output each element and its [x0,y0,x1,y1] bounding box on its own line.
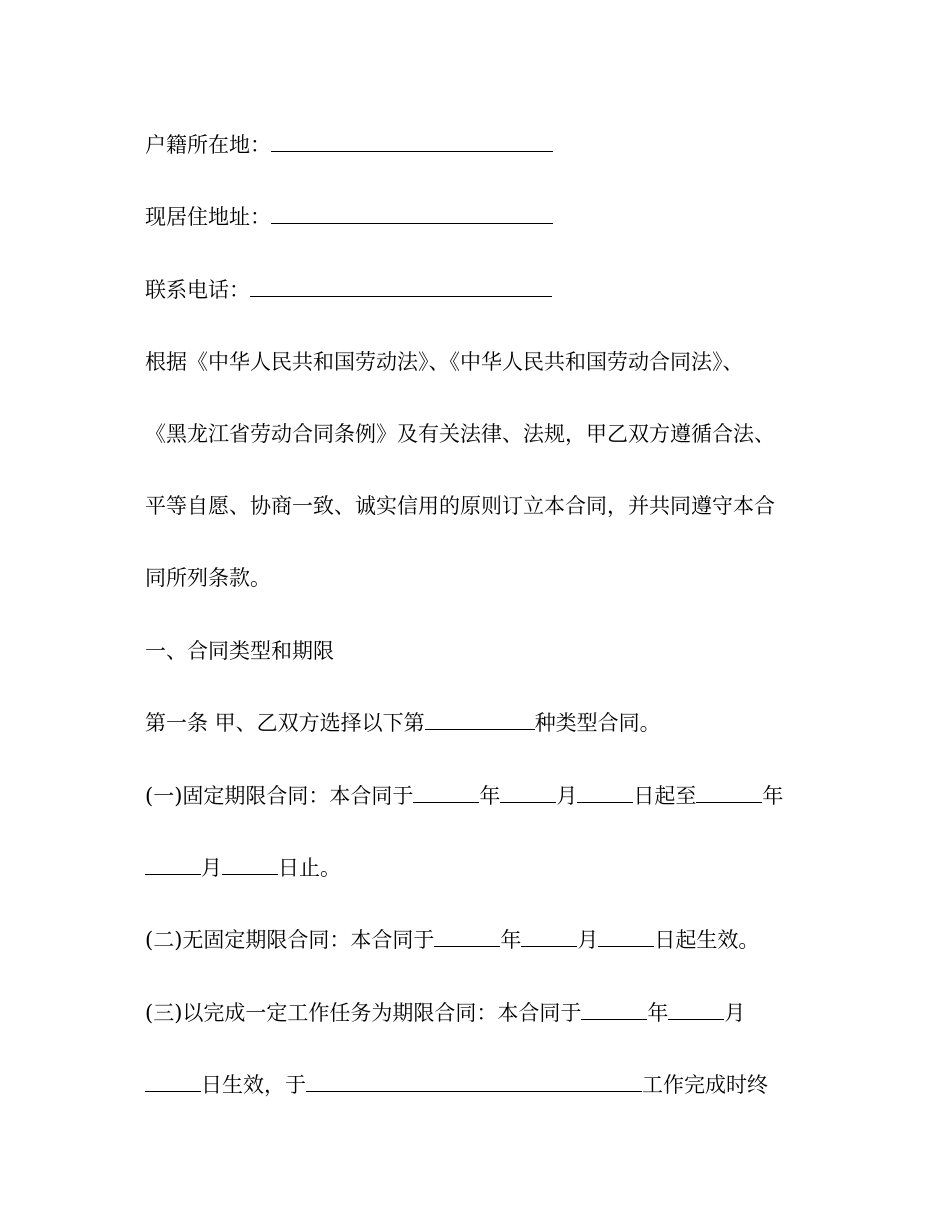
item-1-year-label: 年 [479,784,501,808]
item-1-end-day-blank[interactable] [222,854,278,875]
item-1-start-year-blank[interactable] [413,782,479,803]
item-1-end-month-label: 月 [201,856,222,880]
preamble-line-3: 平等自愿、协商一致、诚实信用的原则订立本合同，并共同遵守本合 [145,494,775,518]
item-3-effective-label: 日生效，于 [201,1073,306,1097]
item-3-task-blank[interactable] [306,1071,642,1092]
preamble-line-1: 根据《中华人民共和国劳动法》、《中华人民共和国劳动合同法》、 [145,350,744,374]
item-3-line-1 [145,999,825,1027]
item-2-prefix: (二)无固定期限合同：本合同于 [145,928,435,952]
item-1-line-2 [145,854,825,882]
item-1-start-month-blank[interactable] [500,782,556,803]
current-address-label: 现居住地址： [145,205,271,229]
item-2-suffix: 日起生效。 [654,928,760,952]
item-2-line [145,926,825,954]
household-registration-line [145,131,825,159]
item-2-year-blank[interactable] [434,926,500,947]
household-registration-blank[interactable] [271,131,553,152]
current-address-blank[interactable] [271,203,553,224]
item-1-end-year-blank[interactable] [696,782,762,803]
preamble-line-4: 同所列条款。 [145,566,271,590]
item-1-prefix: (一)固定期限合同：本合同于 [145,784,414,808]
item-3-month-blank[interactable] [668,999,724,1020]
contract-type-blank[interactable] [425,709,535,730]
current-address-line [145,203,825,231]
item-1-end-year-label: 年 [762,784,784,808]
phone-line [145,276,825,304]
item-1-month-label: 月 [556,784,578,808]
article-1-suffix: 种类型合同。 [534,711,661,735]
item-2-day-blank[interactable] [598,926,654,947]
item-3-day-blank[interactable] [145,1071,201,1092]
phone-blank[interactable] [250,276,552,297]
item-1-line-1 [145,782,825,810]
item-3-line-2 [145,1071,825,1099]
phone-label: 联系电话： [145,278,250,302]
item-3-year-label: 年 [647,1001,669,1025]
article-1-line [145,709,825,737]
item-1-end-month-blank[interactable] [145,854,201,875]
item-1-day-end-label: 日止。 [278,856,341,880]
item-3-month-label: 月 [724,1001,746,1025]
item-3-suffix: 工作完成时终 [642,1073,768,1097]
item-1-start-day-blank[interactable] [577,782,633,803]
item-1-day-start-label: 日起至 [633,784,697,808]
article-1-prefix: 第一条 甲、乙双方选择以下第 [145,711,425,735]
section-1-title: 一、合同类型和期限 [145,639,334,663]
household-registration-label: 户籍所在地： [145,133,271,157]
item-2-month-blank[interactable] [521,926,577,947]
item-3-year-blank[interactable] [581,999,647,1020]
item-3-prefix: (三)以完成一定工作任务为期限合同：本合同于 [145,1001,582,1025]
preamble-line-2: 《黑龙江省劳动合同条例》及有关法律、法规，甲乙双方遵循合法、 [145,422,775,446]
item-2-year-label: 年 [500,928,522,952]
item-2-month-label: 月 [577,928,599,952]
